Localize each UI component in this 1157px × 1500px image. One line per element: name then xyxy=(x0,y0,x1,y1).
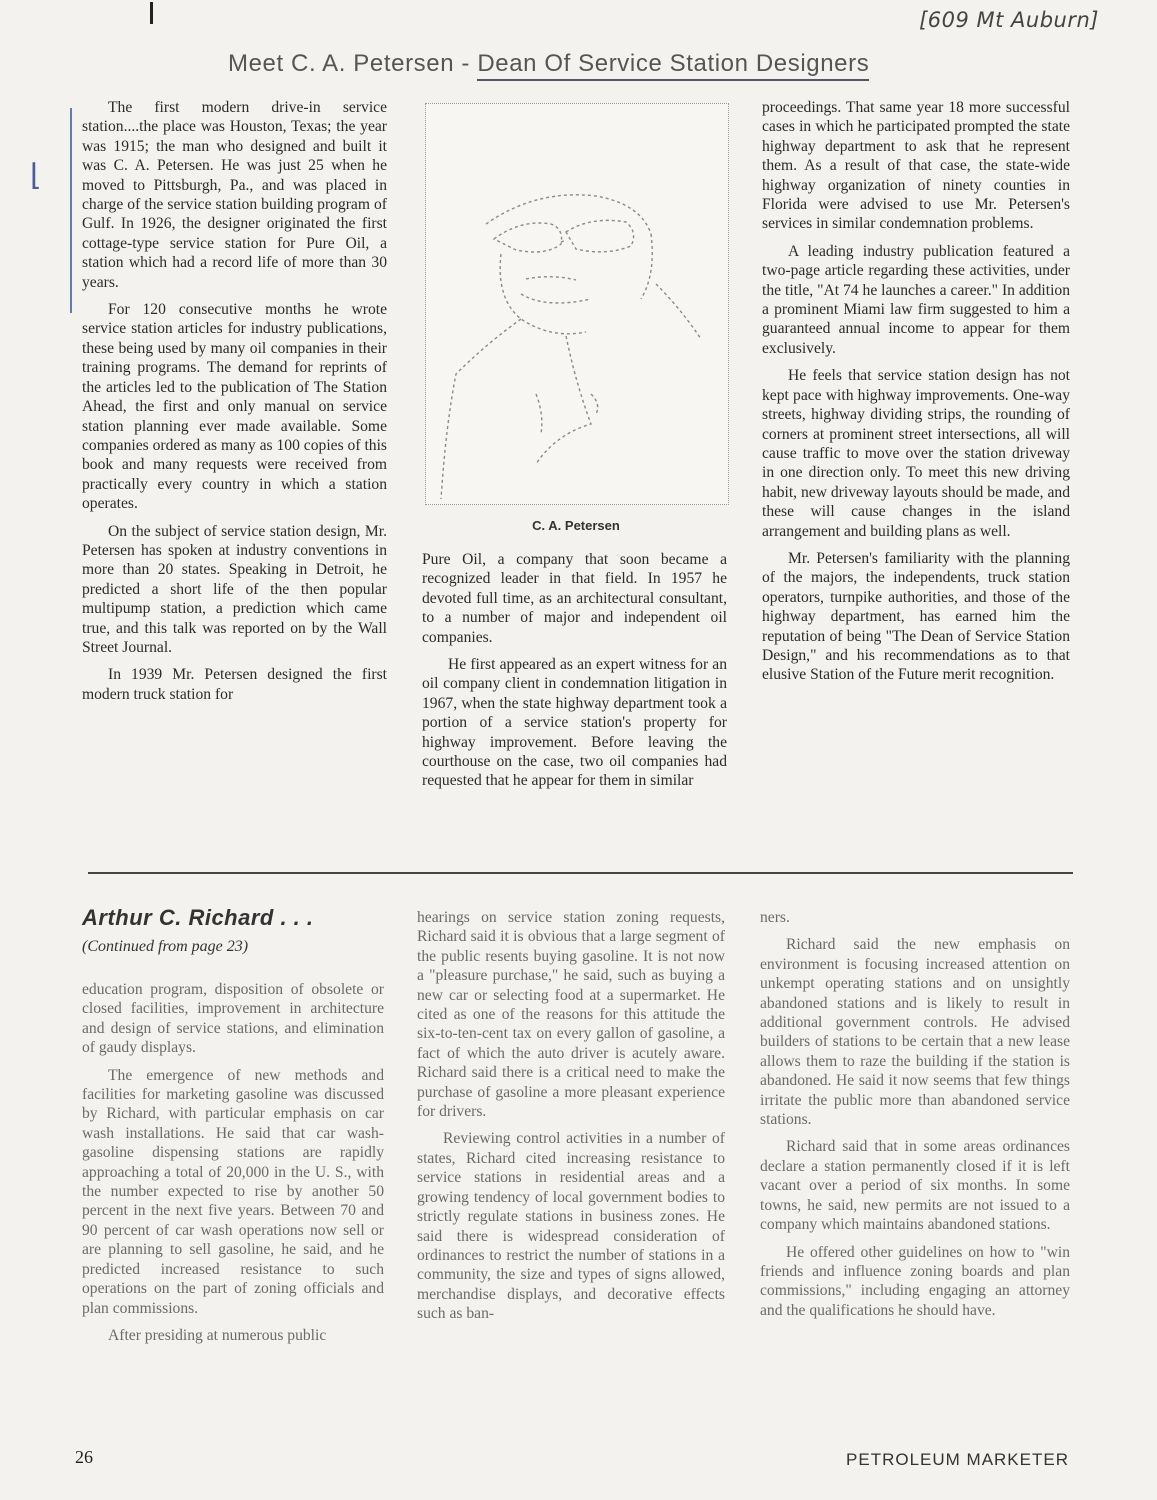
page-number: 26 xyxy=(75,1447,93,1467)
article1-column2 xyxy=(422,550,727,799)
paragraph: For 120 consecutive months he wrote service station articles for industry publications, these being used by many oil companies in their training programs. The demand for reprints of the articles led to the publication of The Station Ahead, the first and only manual on service station planning ever made available. Some companies ordered as many as 100 copies of this book and many requests were received from practically every country in which a station operates. xyxy=(82,301,387,513)
magazine-name: PETROLEUM MARKETER xyxy=(846,1450,1069,1469)
paragraph: After presiding at numerous public xyxy=(108,1326,327,1344)
paragraph: He feels that service station design has not kept pace with highway improvements. One-way streets, highway dividing strips, the rounding of corners at prominent street intersections, all will cause traffic to move over the station driveway in one direction only. To meet this new driving habit, new driveway layouts should be made, and these will cause changes in the island arrangement and building plans as well. xyxy=(762,367,1070,540)
margin-tick-mark xyxy=(150,2,153,24)
margin-bracket-mark xyxy=(70,108,72,313)
article2-column2 xyxy=(417,908,725,1332)
article2-column3 xyxy=(760,908,1070,1328)
article1-column1 xyxy=(82,98,387,712)
paragraph: hearings on service station zoning requests, Richard said it is obvious that a large segment of the public resents buying gasoline. It is not now a "pleasure purchase," he said, such as buying a new car or selecting food at a supermarket. He cited as one of the reasons for this attitude the six-to-ten-cent tax on every gallon of gasoline, a fact of which the auto driver is acutely aware. Richard said there is a critical need to make the purchase of gasoline a more pleasant experience for drivers. xyxy=(417,909,725,1121)
paragraph: Richard said the new emphasis on environment is focusing increased attention on unkempt operating stations and on unsightly abandoned stations and is likely to result in additional government controls. He advised builders of stations to be certain that a new lease allows them to raze the building if the station is abandoned. He said it now seems that few things irritate the public more than abandoned service stations. xyxy=(760,936,1070,1129)
paragraph: Mr. Petersen's familiarity with the planning of the majors, the independents, truck station operators, turnpike authorities, and those of the highway department, has earned him the reputation of being "The Dean of Service Station Design," and his recommendations as to that elusive Station of the Future merit recognition. xyxy=(762,549,1070,684)
paragraph: On the subject of service station design, Mr. Petersen has spoken at industry conventions in more than 20 states. Speaking in Detroit, he predicted a short life of the then popular multipump station, a prediction which came true, and this talk was reported on by the Wall Street Journal. xyxy=(82,522,387,656)
portrait-sketch xyxy=(426,104,728,504)
paragraph: He offered other guidelines on how to "win friends and influence zoning boards and plan commissions," including engaging an attorney and the qualifications he should have. xyxy=(760,1243,1070,1319)
paragraph: proceedings. That same year 18 more successful cases in which he participated prompted the state highway department to ask that he represent them. As a result of that case, the state-wide highway organization of ninety counties in Florida were advised to use Mr. Petersen's services in similar condemnation problems. xyxy=(762,99,1070,233)
paragraph: He first appeared as an expert witness for an oil company client in condemnation litigation in 1967, when the state highway department took a portion of a service station's property for highway improvement. Before leaving the courthouse on the case, two oil companies had requested that he appear for them in similar xyxy=(422,656,727,790)
photo-caption: C. A. Petersen xyxy=(532,518,620,533)
headline-prefix: Meet C. A. Petersen - xyxy=(228,50,478,77)
paragraph: The first modern drive-in service station....the place was Houston, Texas; the year was 1915; the man who designed and built it was C. A. Petersen. He was just 25 when he moved to Pittsburgh, Pa., and was placed in charge of the service station building program of Gulf. In 1926, the designer originated the first cottage-type service station for Pure Oil, a station which had a record life of more than 30 years. xyxy=(82,99,387,291)
article2-title: Arthur C. Richard . . . xyxy=(82,905,314,930)
section-divider xyxy=(88,872,1073,874)
handwritten-note: [609 Mt Auburn] xyxy=(919,8,1099,32)
portrait-photo xyxy=(425,103,729,505)
headline-subtitle: Dean Of Service Station Designers xyxy=(477,50,869,81)
article2-column1 xyxy=(82,980,384,1353)
paragraph: Pure Oil, a company that soon became a recognized leader in that field. In 1957 he devoted full time, as an architectural consultant, to a number of major and independent oil companies. xyxy=(422,551,727,646)
article1-column3 xyxy=(762,98,1070,693)
continued-note: (Continued from page 23) xyxy=(82,938,249,955)
paragraph: A leading industry publication featured a two-page article regarding these activities, under the title, "At 74 he launches a career." In addition a prominent Miami law firm suggested to him a guaranteed annual income to appear for them exclusively. xyxy=(762,242,1070,357)
paragraph: Reviewing control activities in a number of states, Richard cited increasing resistance to service stations in residential areas and a growing tendency of local government bodies to strictly regulate stations in business zones. He said there is widespread consideration of ordinances to restrict the number of stations in a community, the size and types of signs allowed, merchandise displays, and decorative effects such as ban- xyxy=(417,1130,725,1323)
paragraph: The emergence of new methods and facilities for marketing gasoline was discussed by Richard, with particular emphasis on car wash installations. He said that car wash-gasoline dispensing stations are rapidly approaching a total of 20,000 in the U. S., with the number expected to rise by another 50 percent in the next five years. Between 70 and 90 percent of car wash operations now sell or are planning to sell gasoline, he said, and he predicted increased resistance to such operations on the part of zoning officials and plan commissions. xyxy=(82,1066,384,1317)
paragraph: ners. xyxy=(760,909,790,926)
article-headline xyxy=(228,50,938,78)
paragraph: education program, disposition of obsolete or closed facilities, improvement in architecture and design of service stations, and elimination of gaudy displays. xyxy=(82,981,384,1057)
paragraph: In 1939 Mr. Petersen designed the first modern truck station for xyxy=(82,666,387,703)
handwritten-mark: ⌊ xyxy=(30,158,42,193)
paragraph: Richard said that in some areas ordinances declare a station permanently closed if it is left vacant over a period of six months. In some towns, he said, new permits are not issued to a company which maintains abandoned stations. xyxy=(760,1138,1070,1234)
